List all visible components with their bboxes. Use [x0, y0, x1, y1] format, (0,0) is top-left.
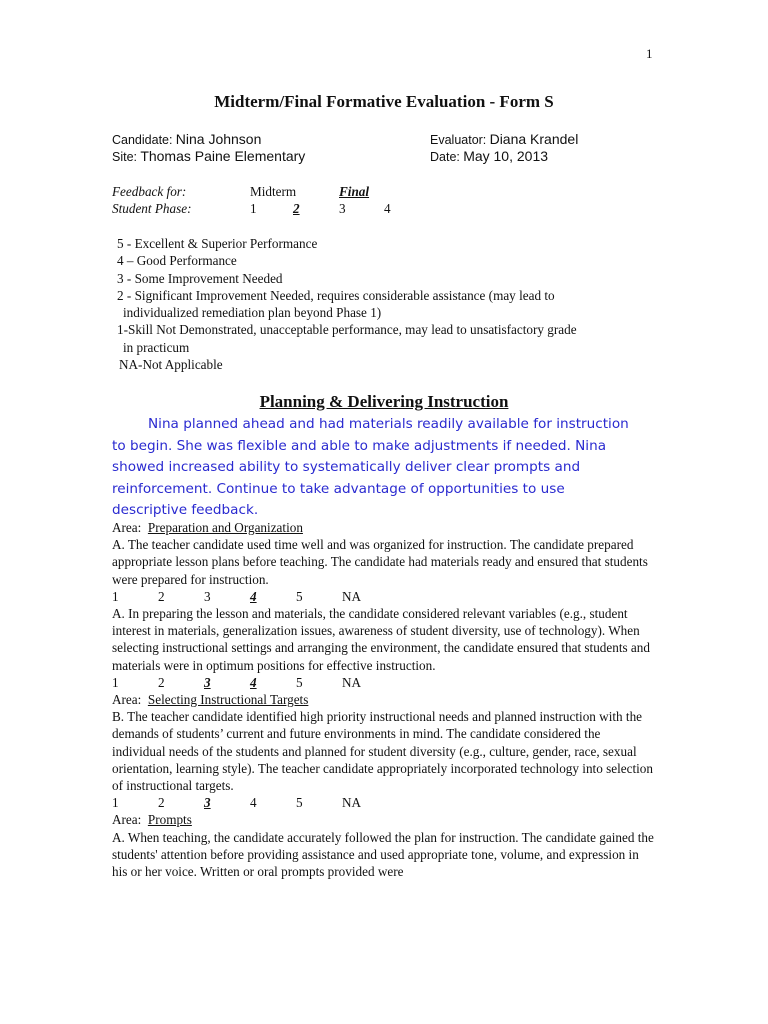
site-value: Thomas Paine Elementary: [140, 148, 306, 164]
rating-option: 4: [250, 795, 257, 811]
evaluator-row: [430, 131, 578, 149]
rating-scale: [117, 235, 577, 373]
phase-1: 1: [250, 201, 257, 216]
date-row: [430, 148, 548, 166]
evaluator-label: Evaluator:: [430, 133, 487, 147]
rating-option: 1: [112, 588, 119, 604]
feedback-option-final: Final: [339, 184, 370, 199]
candidate-row: [112, 131, 261, 149]
evaluator-value: Diana Krandel: [489, 131, 579, 147]
rating-option: NA: [342, 795, 362, 811]
criterion-text: B. The teacher candidate identified high priority instructional needs and planned instruction with the demands of students’ current and future environments in mind. The candidate considered the individual needs of the students and planned for student diversity (e.g., culture, gender, race, sexual orientation, learning style). The teacher candidate appropriately incorporated technology into selection of instructional targets.: [112, 709, 653, 794]
site-row: [112, 148, 305, 166]
scale-item: 1-Skill Not Demonstrated, unacceptable performance, may lead to unsatisfactory grade: [117, 322, 577, 338]
phase-2: 2: [293, 201, 300, 216]
evaluation-body: [112, 519, 657, 880]
area-name: Preparation and Organization: [147, 520, 303, 535]
candidate-value: Nina Johnson: [175, 131, 262, 147]
rating-row: [112, 674, 657, 691]
area-label: Area:: [112, 812, 142, 828]
rating-option-selected: 4: [250, 674, 257, 690]
rating-option: 3: [204, 588, 211, 604]
rating-option-selected: 3: [204, 795, 211, 811]
page-number: 1: [646, 46, 653, 61]
scale-item: 3 - Some Improvement Needed: [117, 270, 283, 286]
page-title: Midterm/Final Formative Evaluation - Form S: [214, 92, 554, 111]
area-label: Area:: [112, 520, 142, 535]
phase-4: 4: [384, 201, 391, 216]
scale-item: 5 - Excellent & Superior Performance: [117, 236, 318, 251]
rating-option: 5: [296, 588, 303, 604]
rating-option: 5: [296, 674, 303, 690]
feedback-label: Feedback for:: [112, 184, 187, 199]
scale-item: in practicum: [123, 339, 190, 355]
criterion-text: A. The teacher candidate used time well and was organized for instruction. The candidate prepared appropriate lesson plans before teaching. The candidate had materials ready and ensured that students were prepared for instruction.: [112, 537, 648, 587]
candidate-label: Candidate:: [112, 133, 173, 147]
area-heading: [112, 691, 657, 708]
feedback-option-midterm: Midterm: [250, 184, 297, 199]
area-name: Prompts: [147, 812, 192, 828]
evaluator-comment: Nina planned ahead and had materials readily available for instruction to begin. She was flexible and able to make adjustments if needed. Nina showed increased ability to systematically deliver clear prompts and reinforcement. Continue to take advantage of opportunities to use descriptive feedback.: [112, 416, 629, 518]
rating-option: NA: [342, 674, 362, 690]
scale-item: 4 – Good Performance: [117, 253, 237, 269]
rating-option: NA: [342, 588, 362, 604]
rating-option: 2: [158, 588, 165, 604]
rating-row: [112, 588, 657, 605]
rating-option: 5: [296, 795, 303, 811]
rating-option-selected: 3: [204, 674, 211, 690]
criterion-text: A. When teaching, the candidate accurately followed the plan for instruction. The candidate gained the students' attention before providing assistance and used appropriate tone, volume, and expression in his or her voice. Written or oral prompts provided were: [112, 829, 654, 880]
date-value: May 10, 2013: [463, 148, 549, 164]
area-heading: [112, 811, 657, 828]
rating-option: 2: [158, 674, 165, 690]
scale-item: individualized remediation plan beyond Phase 1): [123, 305, 382, 321]
rating-option-selected: 4: [250, 588, 257, 604]
date-label: Date:: [430, 150, 460, 164]
area-heading: [112, 519, 657, 536]
phase-3: 3: [339, 201, 346, 216]
site-label: Site:: [112, 150, 138, 164]
rating-option: 2: [158, 795, 165, 811]
rating-option: 1: [112, 674, 119, 690]
area-name: Selecting Instructional Targets: [147, 692, 309, 707]
phase-label: Student Phase:: [112, 201, 192, 216]
scale-item: 2 - Significant Improvement Needed, requires considerable assistance (may lead to: [117, 287, 555, 303]
rating-option: 1: [112, 795, 119, 811]
rating-row: [112, 794, 657, 811]
scale-item: NA-Not Applicable: [119, 357, 223, 373]
criterion-text: A. In preparing the lesson and materials, the candidate considered relevant variables (e.g., student interest in materials, generalization issues, awareness of student diversity, use of technology). When selecting instructional settings and arranging the environment, the candidate ensured that students and materials were in optimum positions for effective instruction.: [112, 606, 650, 673]
area-label: Area:: [112, 692, 142, 707]
section-title: Planning & Delivering Instruction: [259, 392, 509, 411]
